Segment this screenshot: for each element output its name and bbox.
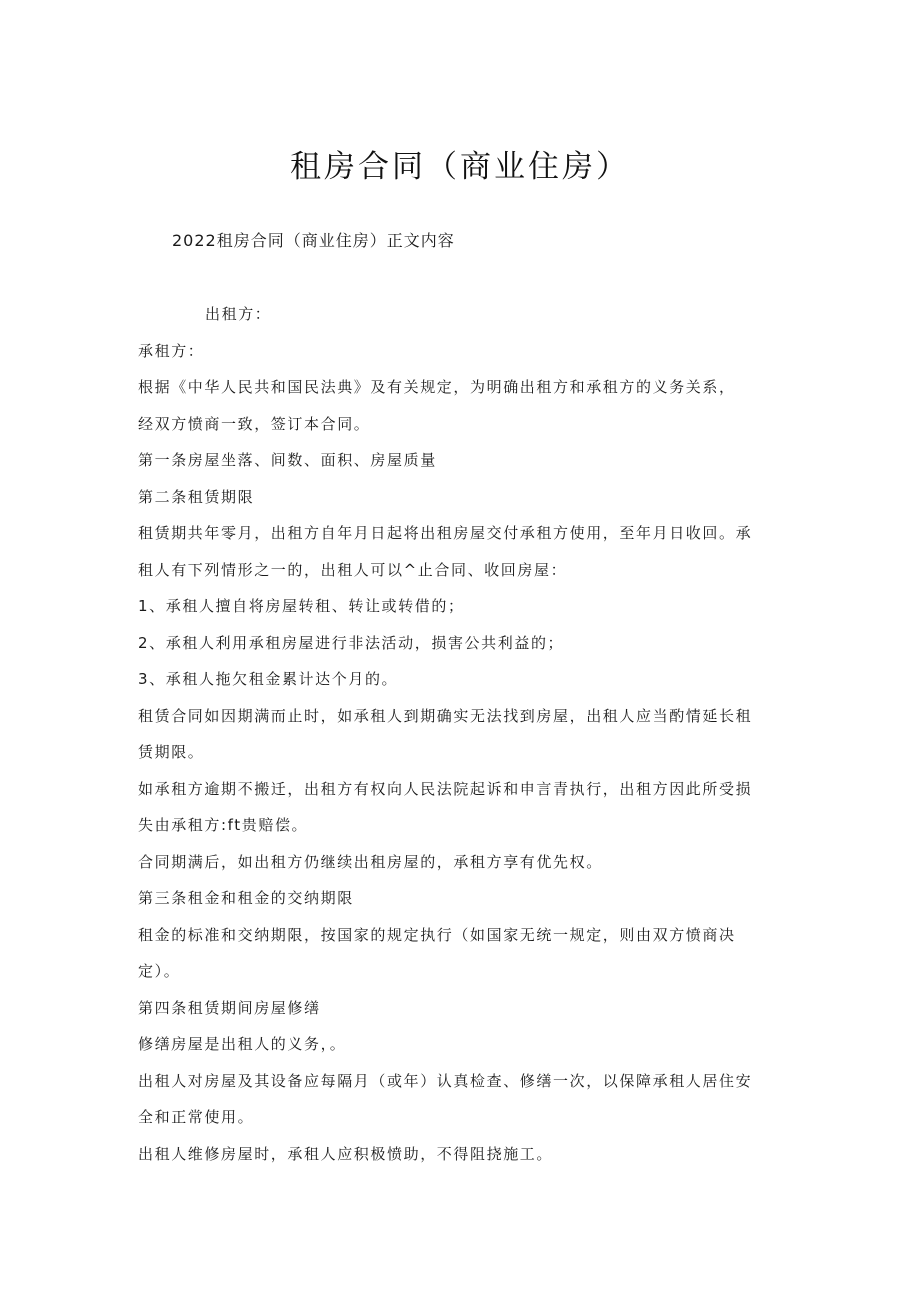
body-line: 如承租方逾期不搬迁，出租方有权向人民法院起诉和申言青执行，出租方因此所受损 [138,779,753,798]
lessor-line: 出租方： [205,305,272,323]
article-heading: 第三条租金和租金的交纳期限 [138,889,354,907]
body-line: 赁期限。 [138,743,205,761]
document-subtitle: 2022租房合同（商业住房）正文内容 [172,231,455,250]
article-heading: 第一条房屋坐落、间数、面积、房屋质量 [138,451,437,469]
article-heading: 第四条租赁期间房屋修缮 [138,998,321,1017]
body-line: 出租人维修房屋时，承租人应积极愤助，不得阻挠施工。 [138,1144,554,1163]
body-line: 修缮房屋是出租人的义务，。 [138,1035,347,1053]
body-line: 租赁期共年零月，出租方自年月日起将出租房屋交付承租方使用，至年月日收回。承 [138,524,753,542]
body-line: 租赁合同如因期满而止时，如承租人到期确实无法找到房屋，出租人应当酌情延长租 [138,706,753,725]
body-line: 租人有下列情形之一的，出租人可以^止合同、收回房屋： [138,560,568,579]
body-line: 失由承租方:ft贵赔偿。 [138,816,309,834]
body-line: 租金的标准和交纳期限，按国家的规定执行（如国家无统一规定，则由双方愤商决 [138,925,736,944]
document-title: 租房合同（商业住房） [290,149,630,185]
document-body [138,296,788,1172]
article-heading: 第二条租赁期限 [138,487,255,506]
body-line: 合同期满后，如出租方仍继续出租房屋的，承租方享有优先权。 [138,852,603,871]
body-line: 经双方愤商一致，签订本合同。 [138,414,371,433]
body-line: 全和正常使用。 [138,1108,255,1126]
list-item: 2、承租人利用承租房屋进行非法活动，损害公共利益的； [138,633,565,652]
body-line: 出租人对房屋及其设备应每隔月（或年）认真检查、修缮一次，以保障承租人居住安 [138,1071,753,1090]
body-line: 定）。 [138,962,181,980]
body-line: 根据《中华人民共和国民法典》及有关规定，为明确出租方和承租方的义务关系， [138,378,736,396]
list-item: 3、承租人拖欠租金累计达个月的。 [138,670,399,688]
list-item: 1、承租人擅自将房屋转租、转让或转借的； [138,597,465,615]
lessee-line: 承租方： [138,341,205,360]
